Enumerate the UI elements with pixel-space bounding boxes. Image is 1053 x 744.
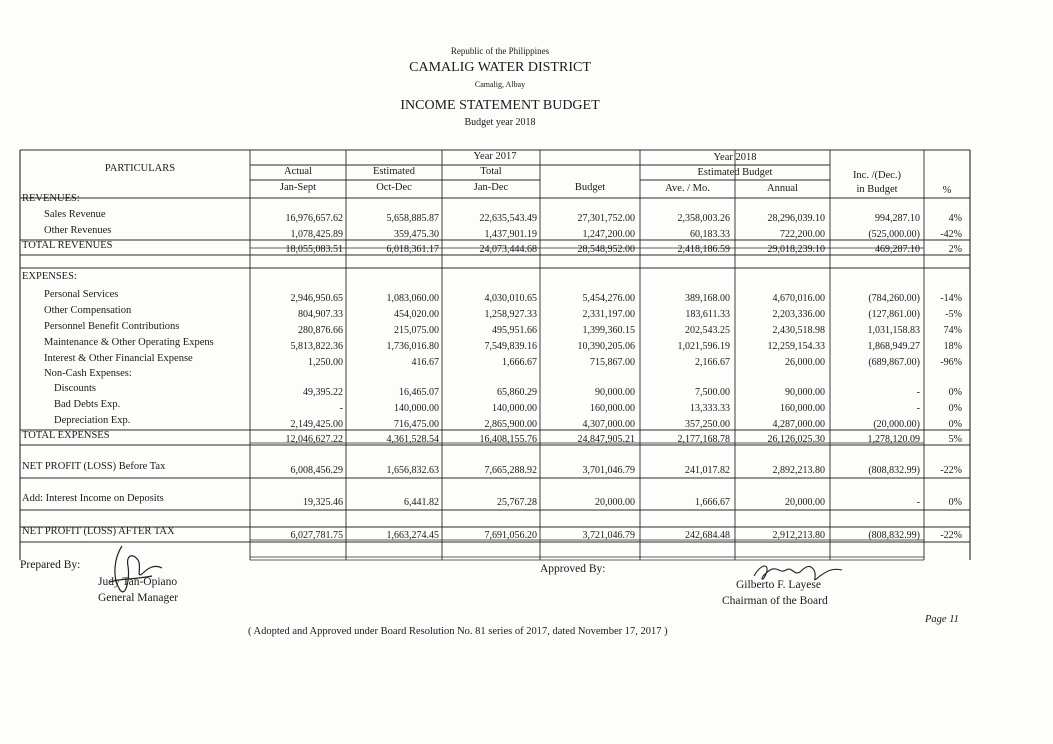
- table-cell: 18,055,083.51: [285, 244, 343, 255]
- table-cell: 13,333.33: [690, 403, 730, 414]
- row-label: Personal Services: [44, 289, 119, 300]
- table-cell: 215,075.00: [394, 325, 439, 336]
- table-cell: 28,296,039.10: [767, 213, 825, 224]
- page-number: Page 11: [925, 614, 959, 625]
- table-cell: -22%: [940, 465, 962, 476]
- table-cell: 0%: [948, 419, 962, 430]
- table-cell: 2,912,213.80: [772, 530, 825, 541]
- table-cell: 202,543.25: [685, 325, 730, 336]
- approver-title: Chairman of the Board: [722, 595, 828, 607]
- table-cell: 18%: [943, 341, 962, 352]
- table-cell: 469,287.10: [875, 244, 920, 255]
- table-cell: 12,046,627.22: [285, 434, 343, 445]
- row-label: Other Revenues: [44, 225, 112, 236]
- row-label: TOTAL EXPENSES: [22, 430, 110, 441]
- table-cell: 7,500.00: [695, 387, 730, 398]
- org-name: CAMALIG WATER DISTRICT: [409, 60, 591, 75]
- table-cell: (784,260.00): [868, 293, 920, 304]
- document-title: INCOME STATEMENT BUDGET: [400, 98, 600, 113]
- table-cell: 359,475.30: [394, 229, 439, 240]
- table-cell: 2,331,197.00: [582, 309, 635, 320]
- table-cell: 716,475.00: [394, 419, 439, 430]
- table-cell: 0%: [948, 403, 962, 414]
- table-cell: 804,907.33: [298, 309, 343, 320]
- header-estimated-budget: Estimated Budget: [697, 167, 773, 178]
- table-cell: 2,149,425.00: [290, 419, 343, 430]
- table-cell: 0%: [948, 387, 962, 398]
- table-cell: (808,832.99): [868, 530, 920, 541]
- row-label: Sales Revenue: [44, 209, 106, 220]
- table-cell: 90,000.00: [595, 387, 635, 398]
- table-cell: 2,358,003.26: [677, 213, 730, 224]
- header-inc-dec: Inc. /(Dec.): [852, 170, 902, 181]
- table-cell: 28,548,952.00: [577, 244, 635, 255]
- row-label: Depreciation Exp.: [54, 415, 131, 426]
- table-cell: 2,865,900.00: [484, 419, 537, 430]
- table-cell: 1,258,927.33: [484, 309, 537, 320]
- table-cell: 4,287,000.00: [772, 419, 825, 430]
- table-cell: 5,813,822.36: [290, 341, 343, 352]
- row-label: NET PROFIT (LOSS) AFTER TAX: [22, 526, 175, 537]
- table-cell: 2,418,186.59: [677, 244, 730, 255]
- table-cell: 2,166.67: [695, 357, 730, 368]
- table-cell: 19,325.46: [303, 497, 343, 508]
- table-cell: -22%: [940, 530, 962, 541]
- table-cell: 1,031,158.83: [867, 325, 920, 336]
- header-in-budget: in Budget: [856, 184, 898, 195]
- header-budget: Budget: [574, 182, 606, 193]
- table-cell: 280,876.66: [298, 325, 343, 336]
- header-actual: Actual: [284, 166, 312, 177]
- table-cell: 4,307,000.00: [582, 419, 635, 430]
- header-actual-sub: Jan-Sept: [279, 182, 317, 193]
- preparer-title: General Manager: [98, 592, 179, 604]
- table-cell: 183,611.33: [685, 309, 730, 320]
- table-cell: 26,000.00: [785, 357, 825, 368]
- table-cell: 60,183.33: [690, 229, 730, 240]
- table-cell: -5%: [945, 309, 962, 320]
- table-cell: 2,430,518.98: [772, 325, 825, 336]
- table-cell: 5,658,885.87: [386, 213, 439, 224]
- table-cell: 4,361,528.54: [386, 434, 439, 445]
- table-cell: 20,000.00: [785, 497, 825, 508]
- row-label: Interest & Other Financial Expense: [44, 353, 193, 364]
- budget-year: Budget year 2018: [464, 117, 536, 128]
- table-cell: 1,399,360.15: [582, 325, 635, 336]
- table-cell: 160,000.00: [780, 403, 825, 414]
- table-cell: 140,000.00: [492, 403, 537, 414]
- table-cell: 1,666.67: [502, 357, 537, 368]
- table-cell: 24,847,905.21: [577, 434, 635, 445]
- table-cell: 416.67: [411, 357, 439, 368]
- header-ave-mo: Ave. / Mo.: [665, 183, 710, 194]
- table-cell: 0%: [948, 497, 962, 508]
- table-cell: -: [916, 497, 920, 508]
- table-cell: 1,663,274.45: [386, 530, 439, 541]
- table-cell: -14%: [940, 293, 962, 304]
- table-cell: 2,946,950.65: [290, 293, 343, 304]
- table-cell: (689,867.00): [868, 357, 920, 368]
- table-cell: 389,168.00: [685, 293, 730, 304]
- table-cell: 3,721,046.79: [582, 530, 635, 541]
- table-cell: 1,278,120.09: [867, 434, 920, 445]
- table-cell: 1,021,596.19: [677, 341, 730, 352]
- row-label: REVENUES:: [22, 193, 80, 204]
- header-estimated: Estimated: [373, 166, 415, 177]
- table-cell: 7,665,288.92: [484, 465, 537, 476]
- table-cell: 7,549,839.16: [484, 341, 537, 352]
- table-cell: 90,000.00: [785, 387, 825, 398]
- table-cell: (20,000.00): [873, 419, 920, 430]
- table-cell: -: [916, 403, 920, 414]
- table-cell: 1,736,016.80: [386, 341, 439, 352]
- table-cell: 16,976,657.62: [285, 213, 343, 224]
- row-label: EXPENSES:: [22, 271, 77, 282]
- header-year-2018: Year 2018: [713, 152, 757, 163]
- table-cell: 49,395.22: [303, 387, 343, 398]
- table-cell: 160,000.00: [590, 403, 635, 414]
- preparer-name: Judy Tan-Opiano: [98, 576, 178, 588]
- table-cell: 16,465.07: [399, 387, 439, 398]
- approver-name: Gilberto F. Layese: [736, 579, 821, 591]
- table-cell: -: [916, 387, 920, 398]
- table-cell: 1,078,425.89: [290, 229, 343, 240]
- table-cell: 994,287.10: [875, 213, 920, 224]
- row-label: Other Compensation: [44, 305, 132, 316]
- table-cell: 26,126,025.30: [767, 434, 825, 445]
- org-location: Camalig, Albay: [474, 80, 526, 89]
- table-cell: -96%: [940, 357, 962, 368]
- table-cell: 2%: [948, 244, 962, 255]
- table-cell: 454,020.00: [394, 309, 439, 320]
- table-cell: 24,073,444.68: [479, 244, 537, 255]
- table-cell: 140,000.00: [394, 403, 439, 414]
- table-cell: 357,250.00: [685, 419, 730, 430]
- table-cell: 241,017.82: [685, 465, 730, 476]
- table-cell: -: [339, 403, 343, 414]
- header-total-sub: Jan-Dec: [473, 182, 509, 193]
- table-cell: (525,000.00): [868, 229, 920, 240]
- table-cell: 6,008,456.29: [290, 465, 343, 476]
- table-cell: 1,083,060.00: [386, 293, 439, 304]
- table-cell: 1,250.00: [308, 357, 343, 368]
- header-percent: %: [942, 185, 952, 196]
- resolution-note: ( Adopted and Approved under Board Resolution No. 81 series of 2017, dated November 17, 2017 ): [248, 626, 668, 637]
- table-cell: 3,701,046.79: [582, 465, 635, 476]
- table-cell: 6,027,781.75: [290, 530, 343, 541]
- table-cell: 2,177,168.78: [677, 434, 730, 445]
- table-cell: 2,892,213.80: [772, 465, 825, 476]
- table-cell: 65,860.29: [497, 387, 537, 398]
- table-cell: 12,259,154.33: [767, 341, 825, 352]
- table-cell: 74%: [943, 325, 962, 336]
- table-cell: 25,767.28: [497, 497, 537, 508]
- table-cell: 6,441.82: [404, 497, 439, 508]
- row-label: Maintenance & Other Operating Expens: [44, 337, 214, 348]
- table-cell: 20,000.00: [595, 497, 635, 508]
- table-cell: (127,861.00): [868, 309, 920, 320]
- table-cell: 29,018,239.10: [767, 244, 825, 255]
- table-cell: 27,301,752.00: [577, 213, 635, 224]
- table-cell: 495,951.66: [492, 325, 537, 336]
- table-cell: (808,832.99): [868, 465, 920, 476]
- table-cell: 1,868,949.27: [867, 341, 920, 352]
- approved-by-label: Approved By:: [540, 563, 606, 575]
- table-cell: 715,867.00: [590, 357, 635, 368]
- table-cell: 4,030,010.65: [484, 293, 537, 304]
- table-cell: 1,666.67: [695, 497, 730, 508]
- header-year-2017: Year 2017: [473, 151, 517, 162]
- table-cell: 5,454,276.00: [582, 293, 635, 304]
- table-cell: 22,635,543.49: [479, 213, 537, 224]
- table-cell: 6,018,361.17: [386, 244, 439, 255]
- row-label: NET PROFIT (LOSS) Before Tax: [22, 461, 166, 472]
- table-cell: 2,203,336.00: [772, 309, 825, 320]
- table-cell: 1,437,901.19: [484, 229, 537, 240]
- republic-line: Republic of the Philippines: [450, 46, 550, 56]
- row-label: Add: Interest Income on Deposits: [22, 493, 164, 504]
- row-label: Personnel Benefit Contributions: [44, 321, 180, 332]
- table-cell: 722,200.00: [780, 229, 825, 240]
- table-cell: 4,670,016.00: [772, 293, 825, 304]
- prepared-by-label: Prepared By:: [20, 559, 81, 571]
- table-cell: 4%: [948, 213, 962, 224]
- table-cell: 5%: [948, 434, 962, 445]
- row-label: Discounts: [54, 383, 96, 394]
- header-particulars: PARTICULARS: [104, 163, 176, 174]
- row-label: TOTAL REVENUES: [22, 240, 113, 251]
- table-cell: -42%: [940, 229, 962, 240]
- table-cell: 7,691,056.20: [484, 530, 537, 541]
- header-annual: Annual: [767, 183, 798, 194]
- table-cell: 10,390,205.06: [577, 341, 635, 352]
- table-cell: 1,247,200.00: [582, 229, 635, 240]
- table-cell: 1,656,832.63: [386, 465, 439, 476]
- header-total: Total: [480, 166, 502, 177]
- row-label: Bad Debts Exp.: [54, 399, 121, 410]
- row-label: Non-Cash Expenses:: [44, 368, 132, 379]
- header-estimated-sub: Oct-Dec: [376, 182, 412, 193]
- table-cell: 242,684.48: [685, 530, 730, 541]
- table-cell: 16,408,155.76: [479, 434, 537, 445]
